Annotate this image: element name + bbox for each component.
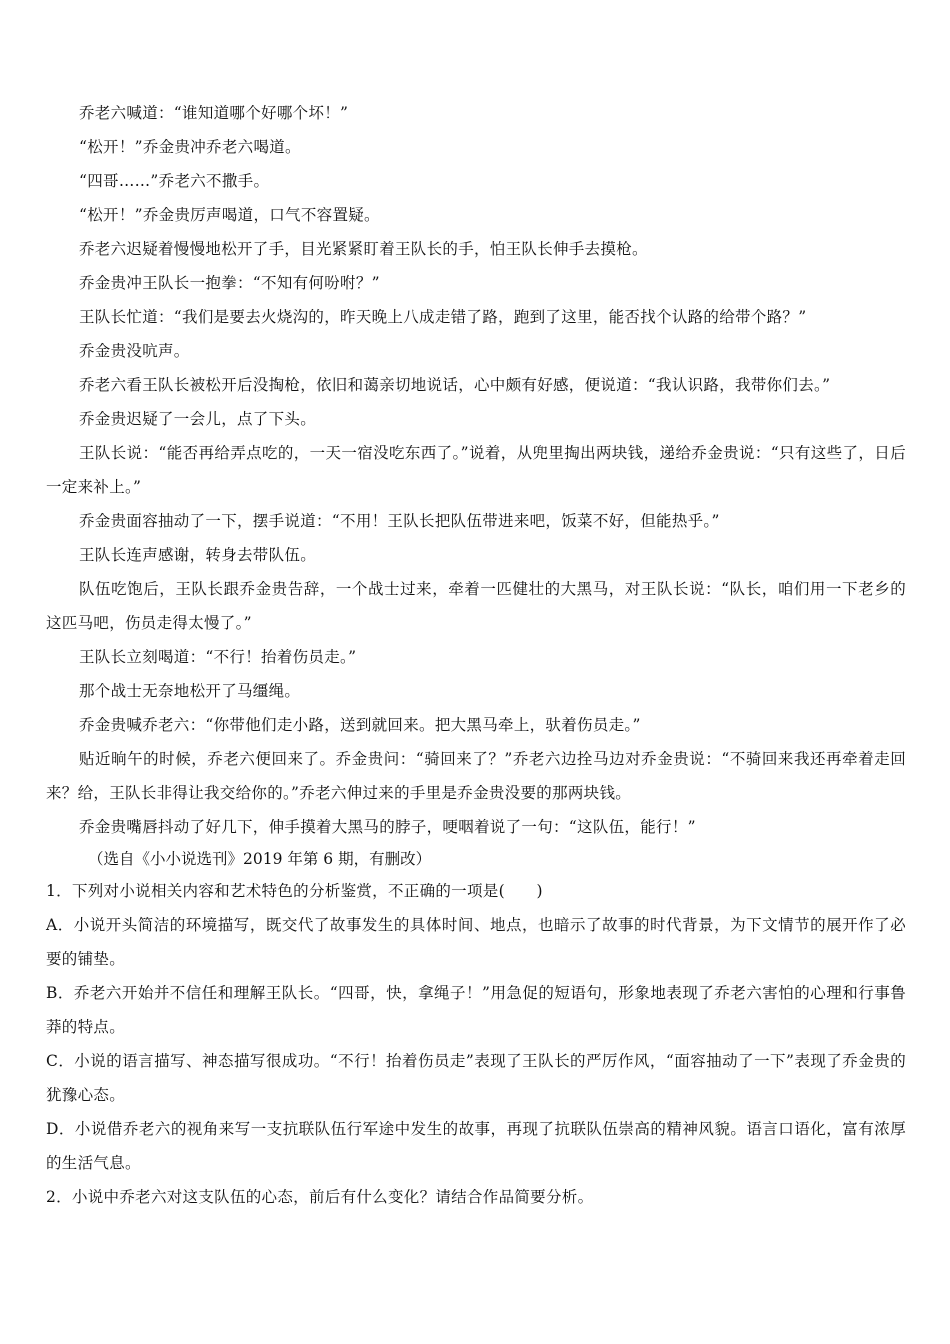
- story-paragraph: 那个战士无奈地松开了马缰绳。: [79, 682, 301, 700]
- question-1-option-a: A．小说开头简洁的环境描写，既交代了故事发生的具体时间、地点，也暗示了故事的时代背景，为下文情节的展开作了必要的铺垫。: [46, 916, 906, 968]
- question-2: [46, 1180, 906, 1214]
- story-paragraph: 乔金贵嘴唇抖动了好几下，伸手摸着大黑马的脖子，哽咽着说了一句：“这队伍，能行！”: [79, 818, 696, 836]
- story-paragraph: 贴近晌午的时候，乔老六便回来了。乔金贵问：“骑回来了？”乔老六边拴马边对乔金贵说：“不骑回来我还再牵着走回来？给，王队长非得让我交给你的。”乔老六伸过来的手里是乔金贵没要的那两块钱。: [46, 750, 906, 802]
- story-paragraph: 乔金贵冲王队长一抱拳：“不知有何吩咐？”: [79, 274, 380, 292]
- story-paragraph: 乔老六看王队长被松开后没掏枪，依旧和蔼亲切地说话，心中颇有好感，便说道：“我认识路，我带你们去。”: [79, 376, 831, 394]
- story-paragraph: 队伍吃饱后，王队长跟乔金贵告辞，一个战士过来，牵着一匹健壮的大黑马，对王队长说：“队长，咱们用一下老乡的这匹马吧，伤员走得太慢了。”: [46, 580, 906, 632]
- story-paragraph: 乔金贵迟疑了一会儿，点了下头。: [79, 410, 317, 428]
- question-1-option-b: B．乔老六开始并不信任和理解王队长。“四哥，快，拿绳子！”用急促的短语句，形象地表现了乔老六害怕的心理和行事鲁莽的特点。: [46, 984, 906, 1036]
- story-paragraph: 乔金贵没吭声。: [79, 342, 190, 360]
- story-paragraph: 王队长说：“能否再给弄点吃的，一天一宿没吃东西了。”说着，从兜里掏出两块钱，递给乔金贵说：“只有这些了，日后一定来补上。”: [46, 444, 906, 496]
- story-paragraph: “松开！”乔金贵厉声喝道，口气不容置疑。: [79, 206, 380, 224]
- story-text: [46, 96, 906, 874]
- story-paragraph: 乔老六喊道：“谁知道哪个好哪个坏！”: [79, 104, 349, 122]
- question-2-stem: 2．小说中乔老六对这支队伍的心态，前后有什么变化？请结合作品简要分析。: [46, 1188, 594, 1206]
- story-paragraph: 王队长立刻喝道：“不行！抬着伤员走。”: [79, 648, 357, 666]
- story-paragraph: 乔金贵喊乔老六：“你带他们走小路，送到就回来。把大黑马牵上，驮着伤员走。”: [79, 716, 641, 734]
- story-paragraph: 王队长忙道：“我们是要去火烧沟的，昨天晚上八成走错了路，跑到了这里，能否找个认路的给带个路？”: [79, 308, 807, 326]
- story-paragraph: 王队长连声感谢，转身去带队伍。: [79, 546, 317, 564]
- story-paragraph: “松开！”乔金贵冲乔老六喝道。: [79, 138, 301, 156]
- document-content: [46, 96, 906, 1214]
- question-1: [46, 874, 906, 1180]
- question-1-stem: 1．下列对小说相关内容和艺术特色的分析鉴赏，不正确的一项是( ): [46, 882, 543, 900]
- question-1-option-d: D．小说借乔老六的视角来写一支抗联队伍行军途中发生的故事，再现了抗联队伍崇高的精神风貌。语言口语化，富有浓厚的生活气息。: [46, 1120, 906, 1172]
- story-paragraph: 乔金贵面容抽动了一下，摆手说道：“不用！王队长把队伍带进来吧，饭菜不好，但能热乎。”: [79, 512, 720, 530]
- story-source-citation: （选自《小小说选刊》2019 年第 6 期，有删改）: [88, 850, 432, 868]
- story-paragraph: “四哥……”乔老六不撒手。: [79, 172, 270, 190]
- story-paragraph: 乔老六迟疑着慢慢地松开了手，目光紧紧盯着王队长的手，怕王队长伸手去摸枪。: [79, 240, 648, 258]
- question-1-option-c: C．小说的语言描写、神态描写很成功。“不行！抬着伤员走”表现了王队长的严厉作风，“面容抽动了一下”表现了乔金贵的犹豫心态。: [46, 1052, 906, 1104]
